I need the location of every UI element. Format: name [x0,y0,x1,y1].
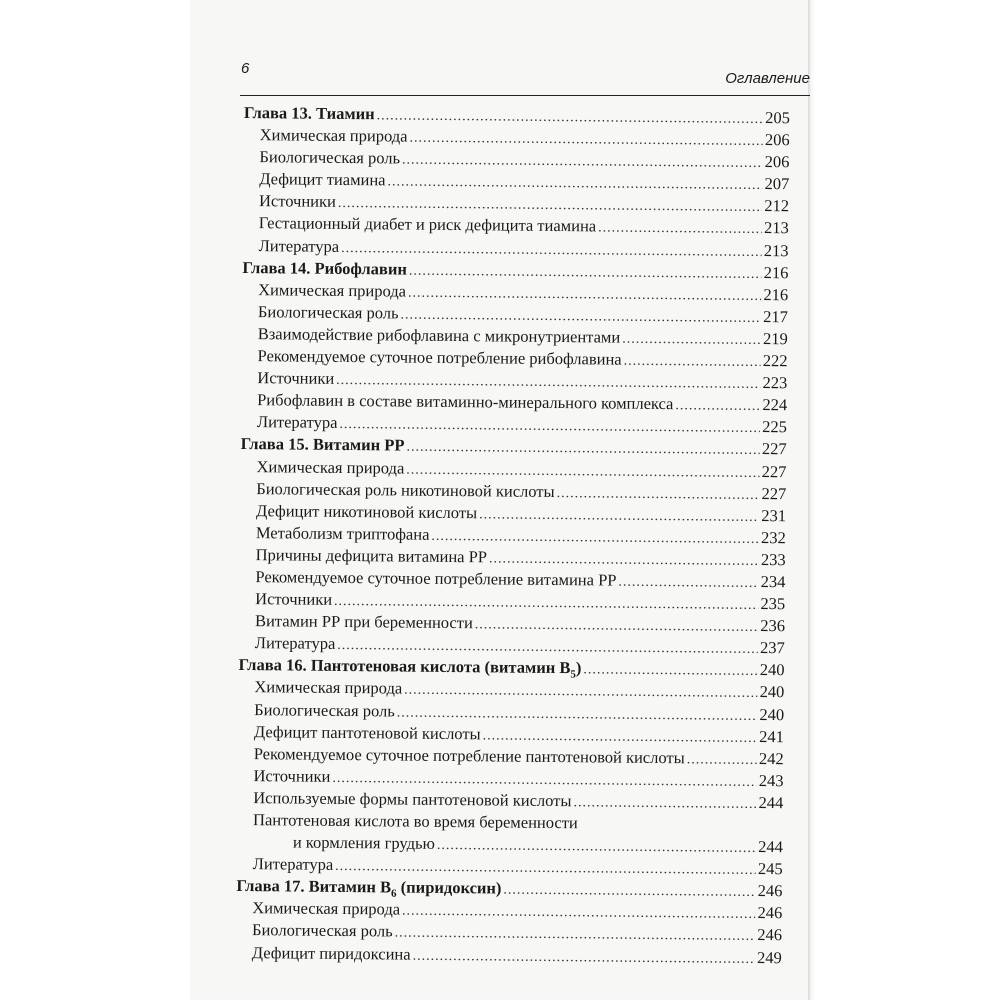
toc-title-text: Биологическая роль [257,301,399,323]
toc-page-number: 234 [760,571,786,592]
toc-dot-leader [624,351,761,374]
toc-page-number: 206 [764,130,790,150]
toc-title-text: Химическая природа [252,898,401,919]
toc-page-number: 246 [757,881,783,901]
toc-section-title [259,146,400,169]
toc-dot-leader [675,395,760,418]
toc-title-text: Дефицит тиамина [259,169,386,190]
toc-title-text: Рекомендуемое суточное потребление пантотеновой кислоты [253,743,685,767]
toc-page-number: 231 [761,505,787,525]
toc-title-text: Биологическая роль [259,147,401,168]
toc-page-number: 242 [758,748,784,768]
toc-title-text: Биологическая роль никотиновой кислоты [256,478,555,501]
toc-section-title [252,920,393,943]
toc-section-title [256,478,555,503]
toc-page-number: 212 [764,196,790,216]
toc-page-number: 217 [763,306,789,327]
toc-section-title [252,897,400,921]
toc-section-title [253,853,334,876]
toc-title-text: Рибофлавин в составе витаминно-минерального комплекса [257,390,674,414]
toc-dot-leader [622,329,761,352]
toc-page-number: 244 [758,792,784,813]
toc-dot-leader [557,483,760,507]
toc-page-number: 225 [762,417,787,437]
toc-title-text: Рекомендуемое суточное потребление витамина РР [255,567,617,590]
toc-page-number: 227 [761,483,787,503]
toc-dot-leader [475,614,759,639]
toc-page-number: 246 [757,903,783,923]
toc-section-title [252,942,411,966]
running-header [241,60,810,87]
toc-title-text: Литература [252,854,334,875]
toc-section-title [259,213,597,238]
toc-section-title [255,588,332,611]
toc-section-title [259,168,386,191]
toc-section-title [255,610,473,634]
toc-entry-title-continued: и кормления грудью [292,832,435,853]
toc-dot-leader [479,504,759,529]
page-edge [808,0,812,1000]
toc-section-title [260,124,408,148]
toc-title-subscript: 5 [570,668,576,681]
toc-title-text: Биологическая роль [254,699,395,721]
toc-dot-leader [583,660,758,684]
toc-title-text: Химическая природа [256,456,405,478]
toc-title-text: Литература [256,412,338,433]
toc-section-title [257,367,334,390]
toc-title-text: Причины дефицита витамина РР [255,545,488,567]
toc-entry-title: Пантотеновая кислота во время беременности [253,810,578,833]
toc-title-text: Витамин РР при беременности [254,611,473,633]
toc-dot-leader [412,945,755,970]
running-header-title: Оглавление [725,70,810,87]
toc-title-text: Гестационный диабет и риск дефицита тиамина [258,213,597,236]
toc-page-number: 236 [760,616,786,636]
toc-page-number: 235 [760,594,786,614]
toc-title-text: Метаболизм триптофана [255,522,430,544]
toc-dot-leader [503,880,755,905]
toc-title-text: Источники [255,589,333,609]
toc-title-text: Глава 13. Тиамин [243,102,375,124]
toc-dot-leader [618,572,758,595]
toc-title-text: Литература [254,633,336,654]
toc-dot-leader [573,792,756,816]
toc-title-suffix: (пиридоксин) [396,877,502,898]
toc-title-text: Дефицит пантотеновой кислоты [253,721,481,743]
toc-page-number: 240 [759,660,785,680]
toc-title-text: Химическая природа [259,125,408,146]
toc-section-title [259,235,340,258]
toc-dot-leader [437,835,756,860]
toc-title-text: Рекомендуемое суточное потребление рибофлавина [257,346,622,369]
toc-section-title [256,500,477,524]
toc-section-title [256,456,404,480]
toc-page-number: 241 [759,726,785,746]
toc-page-number: 240 [759,704,785,724]
toc-page-number: 224 [762,395,788,415]
toc-dot-leader [687,749,757,772]
toc-title-text: Дефицит пиридоксина [251,942,411,964]
toc-page-number: 237 [759,638,785,658]
toc-section-title [254,677,402,701]
toc-section-title [254,721,481,745]
toc-section-title [254,699,395,722]
toc-title-text: Глава 15. Витамин РР [240,434,405,455]
toc-page-number: 240 [759,682,785,702]
toc-page-number: 206 [764,152,790,172]
toc-page-number: 222 [762,351,788,371]
toc-page-number: 205 [765,108,790,128]
toc-page-number: 213 [763,218,789,238]
toc-chapter-title [241,433,405,457]
toc-page-number: 213 [763,240,789,260]
toc-chapter-title [244,102,375,125]
toc-title-text: Источники [253,765,331,786]
toc-page-number: 243 [758,770,784,791]
toc-title-text: Литература [258,235,340,256]
toc-title-text: Источники [257,368,335,389]
toc-page-number: 227 [761,461,787,481]
toc-page-number: 216 [763,262,789,282]
toc-page-number: 207 [764,174,790,194]
toc-section-title [253,787,571,812]
toc-section-title [259,191,336,214]
toc-page-number: 232 [761,527,786,548]
toc-page-number: 227 [761,439,787,459]
page-number: 6 [241,60,250,77]
toc-title-text: Дефицит никотиновой кислоты [255,500,478,522]
toc-section-title [256,544,488,568]
toc-page-number: 223 [762,373,788,393]
toc-dot-leader [598,218,762,242]
toc-title-text: Глава 16. Пантотеновая кислота (витамин B [238,655,571,678]
toc-title-suffix: ) [575,658,582,678]
toc-page-number: 233 [760,549,786,570]
toc-title-text: Биологическая роль [251,920,393,941]
toc-section-title [255,632,336,655]
toc-section-title [258,279,406,303]
toc-page-number: 244 [758,837,783,857]
toc-chapter-title [236,875,501,900]
toc-title-text: Глава 14. Рибофлавин [242,257,407,279]
toc-page-number: 249 [756,947,782,967]
toc-page-number: 245 [757,859,783,879]
toc-chapter-title [238,654,581,679]
toc-title-subscript: 6 [390,888,397,901]
toc-title-text: Взаимодействие рибофлавина с микронутриентами [257,324,621,347]
toc-section-title [258,301,399,324]
toc-page-number: 219 [762,328,788,349]
header-rule [240,95,810,96]
toc-title-text: Химическая природа [254,677,403,698]
toc-title-text: Используемые формы пантотеновой кислоты [253,788,572,811]
toc-section-title [256,522,430,546]
toc-page-number: 246 [757,925,783,945]
toc-section-title [257,411,338,434]
table-of-contents [236,102,790,969]
toc-chapter-title [242,257,407,281]
toc-title-text: Глава 17. Витамин B [236,876,392,897]
toc-title-text: Источники [258,191,337,212]
toc-title-text: Химическая природа [258,279,407,301]
toc-section-title [253,765,330,788]
toc-page-number: 216 [763,284,789,304]
